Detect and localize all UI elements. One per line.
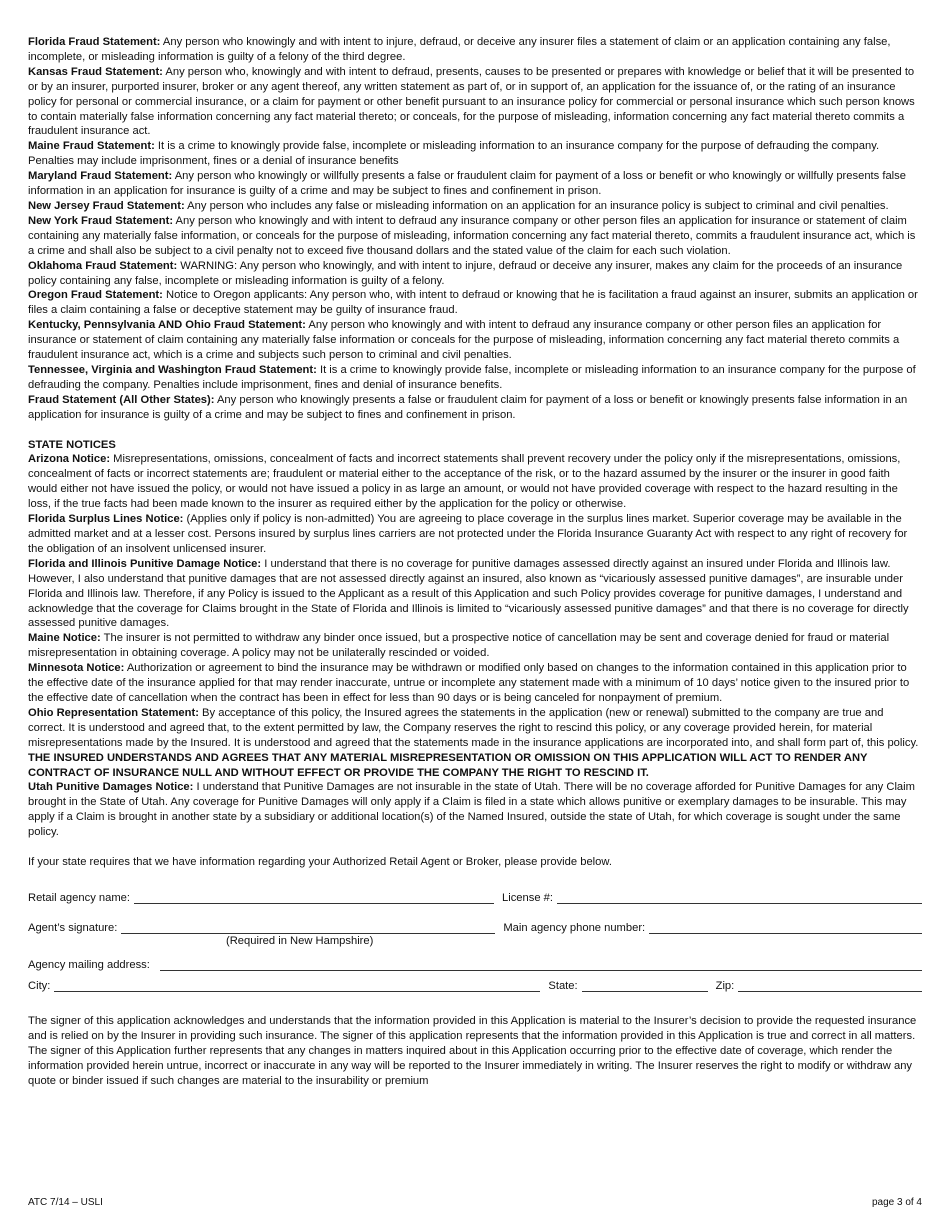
state-notice-text: Misrepresentations, omissions, concealment of facts and incorrect statements shall prevent recovery under the policy only if the misrepresentations, omissions, concealment of facts or incorrect statements are; fraudulent or material either to the acceptance of the risk, or to the hazard assumed by the insurer or the insurer in good faith would either not have issued the policy, or would not have issued a policy in as large an amount, or would not have provided coverage with respect to the hazard resulting in the loss, if the true facts had been made known to the insurer as required either by the application for the policy or otherwise.	[28, 453, 901, 511]
state-notice-paragraph	[28, 706, 922, 781]
state-notice-paragraph	[28, 452, 922, 512]
fraud-statement-paragraph	[28, 288, 922, 318]
state-notice-text: The insurer is not permitted to withdraw any binder once issued, but a prospective notice of cancellation may be sent and coverage denied for fraud or material misrepresentation in obtaining coverage. A policy may not be unilaterally rescinded or voided.	[28, 632, 890, 660]
state-notice-title: Florida Surplus Lines Notice:	[28, 513, 184, 526]
fraud-statement-paragraph	[28, 259, 922, 289]
license-field[interactable]	[557, 892, 922, 904]
fraud-statement-paragraph	[28, 169, 922, 199]
city-label: City:	[28, 979, 51, 992]
fraud-statement-text: Any person who, knowingly and with intent to defraud, presents, causes to be presented or prepares with knowledge or belief that it will be presented to or by an insurer, purported insurer, broker or any agent thereof, any written statement as part of, or in support of, an application for the issuance of, or the rating of an insurance policy for personal or commercial insurance, or a claim for payment or other benefit pursuant to an insurance policy for commercial or personal insurance which such person knows to contain materially false information concerning any fact material thereto; or conceals, for the purpose of misleading, information concerning any fact material thereto commits a fraudulent insurance act.	[28, 65, 915, 138]
retail-agency-field[interactable]	[134, 892, 494, 904]
state-notice-paragraph	[28, 780, 922, 840]
state-notice-title: Florida and Illinois Punitive Damage Notice:	[28, 557, 262, 570]
mailing-address-label: Agency mailing address:	[28, 958, 150, 971]
state-notice-paragraph	[28, 661, 922, 706]
fraud-statement-text: Any person who knowingly or willfully presents a false or fraudulent claim for payment of a loss or benefit or who knowingly or willfully presents false information in an application for insurance is guilty of a crime and may be subject to fines and confinement in prison.	[28, 170, 906, 198]
fraud-statement-text: Any person who knowingly presents a false or fraudulent claim for payment of a loss or benefit or knowingly presents false information in an application for insurance is guilty of a crime and may be subject to fines and confinement in prison.	[28, 393, 908, 421]
signature-note: (Required in New Hampshire)	[226, 934, 374, 947]
footer-right: page 3 of 4	[871, 1197, 922, 1208]
fraud-statement-text: It is a crime to knowingly provide false, incomplete or misleading information to an insurance company for the purpose of defrauding the company. Penalties may include imprisonment, fines or a denial of insurance benefits	[28, 140, 880, 168]
fraud-statements	[28, 35, 922, 423]
fraud-statement-title: Fraud Statement (All Other States):	[28, 393, 215, 406]
state-notices-heading: STATE NOTICES	[28, 438, 116, 451]
state-notice-paragraph	[28, 557, 922, 632]
fraud-statement-paragraph	[28, 363, 922, 393]
agent-form	[28, 889, 922, 992]
fraud-statement-paragraph	[28, 214, 922, 259]
state-notice-paragraph	[28, 512, 922, 557]
fraud-statement-title: Kentucky, Pennsylvania AND Ohio Fraud Statement:	[28, 319, 306, 332]
state-notice-title: Maine Notice:	[28, 632, 101, 645]
fraud-statement-text: Any person who knowingly and with intent to defraud any insurance company or other person files an application for insurance or statement of claim containing any materially false information, or conceals for the purpose of misleading, information concerning any fact material thereto, commits a fraudulent insurance act, which is a crime and shall also be subject to a civil penalty not to exceed five thousand dollars and the stated value of the claim for each such violation.	[28, 214, 916, 257]
state-notice-bold-tail: THE INSURED UNDERSTANDS AND AGREES THAT ANY MATERIAL MISREPRESENTATION OR OMISSION ON THIS APPLICATION WILL ACT TO RENDER ANY CONTRACT OF INSURANCE NULL AND WITHOUT EFFECT OR PROVIDE THE COMPANY THE RIGHT TO RESCIND IT.	[28, 751, 868, 779]
main-phone-label: Main agency phone number:	[503, 921, 646, 934]
fraud-statement-text: Notice to Oregon applicants: Any person who, with intent to defraud or knowing that he is facilitation a fraud against an insurer, submits an application or files a claim containing a false or deceptive statement may be guilty of insurance fraud.	[28, 289, 918, 317]
fraud-statement-text: It is a crime to knowingly provide false, incomplete or misleading information to an insurance company for the purpose of defrauding the company. Penalties include imprisonment, fines and denial of insurance benefits.	[28, 363, 916, 391]
state-notice-text: I understand that Punitive Damages are not insurable in the state of Utah. There will be no coverage afforded for Punitive Damages for any Claim brought in the State of Utah. Any coverage for Punitive Damages will only apply if a Claim is filed in a state which allows punitive or exemplary damages to be insurable. This may apply if a Claim is brought in another state by a subsidiary or additional location(s) of the Named Insured, outside the state of Utah, for which coverage is sought under the same policy.	[28, 781, 915, 839]
fraud-statement-paragraph	[28, 199, 922, 214]
zip-label: Zip:	[715, 979, 735, 992]
fraud-statement-text: Any person who knowingly and with intent to defraud any insurance company or other person files an application for insurance or statement of claim containing any materially false information or conceals for the purpose of misleading, information concerning any fact material thereto commits a fraudulent insurance act, which is a crime and subjects such person to criminal and civil penalties.	[28, 319, 900, 362]
state-notice-title: Minnesota Notice:	[28, 662, 125, 675]
state-notice-text: I understand that there is no coverage for punitive damages assessed directly against an insured under Florida and Illinois law. However, I also understand that punitive damages that are not assessed directly against an insured, also known as “vicariously assessed punitive damages”, are insurable under Florida and Illinois law. Therefore, if any Policy is issued to the Applicant as a result of this Application and such Policy provides coverage for punitive damages, I understand and acknowledge that the coverage for Claims brought in the State of Florida and Illinois is limited to “vicariously assessed punitive damages” and that there is no coverage for directly assessed punitive damages.	[28, 557, 909, 630]
mailing-address-field[interactable]	[160, 959, 922, 971]
fraud-statement-title: Maryland Fraud Statement:	[28, 170, 173, 183]
retail-agency-label: Retail agency name:	[28, 891, 130, 904]
state-label: State:	[548, 979, 578, 992]
zip-field[interactable]	[738, 980, 922, 992]
state-field[interactable]	[582, 980, 708, 992]
fraud-statement-title: New Jersey Fraud Statement:	[28, 199, 185, 212]
form-row-mailing	[28, 956, 922, 971]
fraud-statement-paragraph	[28, 65, 922, 140]
fraud-statement-title: New York Fraud Statement:	[28, 214, 174, 227]
fraud-statement-text: Any person who knowingly and with intent to injure, defraud, or deceive any insurer files a statement of claim or an application containing any false, incomplete, or misleading information is guilty of a felony of the third degree.	[28, 36, 891, 63]
agent-signature-field[interactable]	[121, 922, 495, 934]
fraud-statement-text: Any person who includes any false or misleading information on an application for an insurance policy is subject to criminal and civil penalties.	[184, 199, 889, 212]
state-notices	[28, 452, 922, 840]
state-notice-title: Utah Punitive Damages Notice:	[28, 781, 194, 794]
fraud-statement-paragraph	[28, 318, 922, 363]
state-notice-text: Authorization or agreement to bind the insurance may be withdrawn or modified only based on changes to the information contained in this application prior to the effective date of the insurance applied for that may render inaccurate, untrue or incomplete any statement made with a minimum of 10 days’ notice given to the insured prior to the effective date of cancellation when the contract has been in effect for less than 90 days or is being canceled for nonpayment of premium.	[28, 662, 910, 704]
fraud-statement-text: WARNING: Any person who knowingly, and with intent to injure, defraud or deceive any insurer, makes any claim for the proceeds of an insurance policy containing any false, incomplete or misleading information is guilty of a felony.	[28, 259, 903, 287]
fraud-statement-paragraph	[28, 393, 922, 423]
document-page	[28, 35, 922, 1088]
fraud-statement-title: Florida Fraud Statement:	[28, 36, 161, 48]
fraud-statement-paragraph	[28, 139, 922, 169]
fraud-statement-title: Kansas Fraud Statement:	[28, 65, 163, 78]
fraud-statement-title: Oklahoma Fraud Statement:	[28, 259, 178, 272]
state-notice-text: By acceptance of this policy, the Insured agrees the statements in the application (new or renewal) submitted to the company are true and correct. It is understood and agreed that, to the extent permitted by law, the Company reserves the right to rescind this policy, or any coverage provided herein, for material misrepresentations made by the Insured. It is understood and agreed that the statements made in the insurance applications are incorporated into, and shall form part of, this policy.	[28, 706, 919, 749]
agent-signature-label: Agent’s signature:	[28, 921, 118, 934]
agent-intro: If your state requires that we have information regarding your Authorized Retail Agent or Broker, please provide below.	[28, 856, 612, 869]
state-notice-title: Ohio Representation Statement:	[28, 706, 199, 719]
fraud-statement-paragraph	[28, 35, 922, 65]
state-notice-text: (Applies only if policy is non-admitted) You are agreeing to place coverage in the surplus lines market. Superior coverage may be available in the admitted market and at a lesser cost. Persons insured by surplus lines carriers are not protected under the Florida Insurance Guaranty Act with respect to any right of recovery for the obligation of an insolvent unlicensed insurer.	[28, 513, 908, 555]
state-notice-title: Arizona Notice:	[28, 453, 111, 466]
main-phone-field[interactable]	[649, 922, 922, 934]
state-notice-paragraph	[28, 631, 922, 661]
form-row-agency	[28, 889, 922, 904]
license-label: License #:	[502, 891, 553, 904]
form-row-city	[28, 977, 922, 992]
footer-left: ATC 7/14 – USLI	[28, 1197, 103, 1208]
fraud-statement-title: Oregon Fraud Statement:	[28, 289, 163, 302]
city-field[interactable]	[54, 980, 540, 992]
fraud-statement-title: Tennessee, Virginia and Washington Fraud Statement:	[28, 363, 317, 376]
acknowledgment-paragraph: The signer of this application acknowledges and understands that the information provided in this Application is material to the Insurer’s decision to provide the requested insurance and is relied on by the Insurer in providing such insurance. The signer of this application represents that the information provided in this Application is true and correct in all matters. The signer of this Application further represents that any changes in matters inquired about in this Application occurring prior to the effective date of coverage, which render the information provided herein untrue, incorrect or inaccurate in any way will be reported to the Insurer immediately in writing. The Insurer reserves the right to modify or withdraw any quote or binder issued if such changes are material to the insurability or premium	[28, 1014, 917, 1087]
fraud-statement-title: Maine Fraud Statement:	[28, 140, 155, 153]
form-row-signature	[28, 919, 922, 934]
